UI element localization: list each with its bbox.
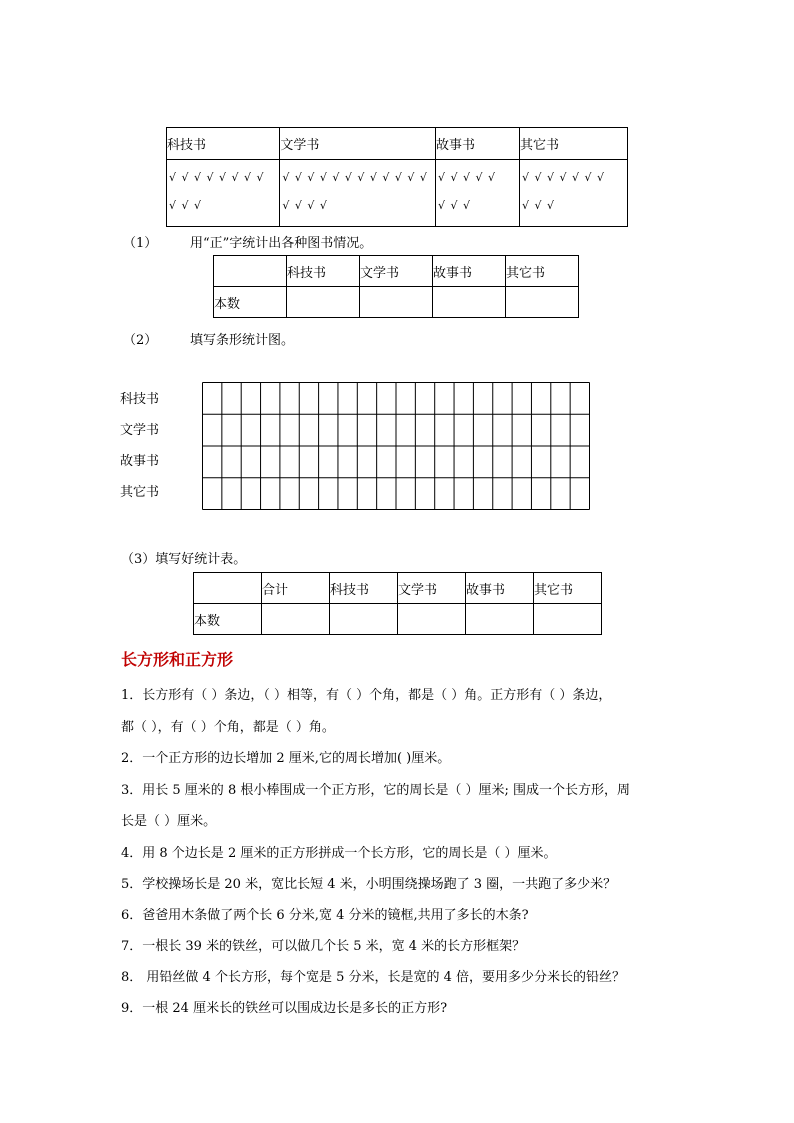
table3-input-cell[interactable] [534,604,602,635]
bar-chart-grid[interactable] [202,382,590,510]
table2-corner [214,256,287,287]
statistics-table [193,572,602,635]
bar-label-gushi: 故事书 [120,454,160,469]
exercise-line: 1．长方形有（ ）条边，（ ）相等，有（ ）个角，都是（ ）角。正方形有（ ）条边， [121,688,612,703]
tally-ticks-line1: √ √ √ √ √ √ √ √ √ √ √ √ [282,171,428,184]
section-title: 长方形和正方形 [121,650,234,669]
tally-header-wenxue: 文学书 [280,128,436,160]
table3-header-gushi: 故事书 [466,573,534,604]
table3-header-qita: 其它书 [534,573,602,604]
exercise-line: 2．一个正方形的边长增加 2 厘米,它的周长增加( )厘米。 [121,751,451,766]
tally-ticks-line2: √ √ √ √ [282,199,328,212]
question-1-text: 用“正”字统计出各种图书情况。 [190,236,373,251]
tally-ticks-line1: √ √ √ √ √ √ √ √ [169,171,265,184]
bar-chart-labels [120,384,159,508]
tally-cell-keji [167,160,280,227]
tally-cell-qita [519,160,627,227]
table3-input-cell[interactable] [398,604,466,635]
tally-header-gushi: 故事书 [436,128,520,160]
question-3-text: （3）填写好统计表。 [121,552,247,567]
table2-header-keji: 科技书 [287,256,360,287]
table2-row-label: 本数 [214,287,287,318]
table3-row-label: 本数 [194,604,262,635]
exercise-line: 6．爸爸用木条做了两个长 6 分米,宽 4 分米的镜框,共用了多长的木条? [121,908,529,923]
table2-header-wenxue: 文学书 [360,256,433,287]
table2-input-cell[interactable] [287,287,360,318]
exercise-line: 3．用长 5 厘米的 8 根小棒围成一个正方形，它的周长是（ ）厘米; 围成一个长方形，周 [121,783,630,798]
table3-header-wenxue: 文学书 [398,573,466,604]
tally-ticks-line2: √ √ √ [521,199,555,212]
bar-label-keji: 科技书 [120,392,160,407]
exercise-line: 9．一根 24 厘米长的铁丝可以围成边长是多长的正方形? [121,1001,448,1016]
bar-label-qita: 其它书 [120,485,160,500]
question-1-number: （1） [123,236,158,251]
bar-label-wenxue: 文学书 [120,423,160,438]
exercise-line: 长是（ ）厘米。 [121,814,217,829]
question-2-text: 填写条形统计图。 [190,333,295,348]
tally-ticks-line1: √ √ √ √ √ √ √ [521,171,606,184]
tally-ticks-line1: √ √ √ √ √ [438,171,497,184]
table3-input-cell[interactable] [466,604,534,635]
table2-input-cell[interactable] [506,287,579,318]
table3-header-total: 合计 [262,573,330,604]
tally-cell-wenxue [280,160,436,227]
tally-header-keji: 科技书 [167,128,280,160]
tally-header-qita: 其它书 [519,128,627,160]
question-2-number: （2） [123,333,158,348]
exercise-line: 5．学校操场长是 20 米，宽比长短 4 米，小明围绕操场跑了 3 圈，一共跑了多少米？ [121,877,617,892]
table3-header-keji: 科技书 [330,573,398,604]
exercise-line: 都（ ），有（ ）个角，都是（ ）角。 [121,720,335,735]
tally-table [166,127,628,227]
tally-ticks-line2: √ √ √ [169,199,203,212]
table2-input-cell[interactable] [433,287,506,318]
table2-input-cell[interactable] [360,287,433,318]
tally-ticks-line2: √ √ √ [438,199,472,212]
table3-corner [194,573,262,604]
tally-cell-gushi [436,160,520,227]
exercise-line: 7．一根长 39 米的铁丝，可以做几个长 5 米，宽 4 米的长方形框架？ [121,939,526,954]
exercise-line: 8． 用铅丝做 4 个长方形，每个宽是 5 分米，长是宽的 4 倍，要用多少分米长的铅丝？ [121,970,626,985]
table2-header-gushi: 故事书 [433,256,506,287]
table2-header-qita: 其它书 [506,256,579,287]
exercise-line: 4．用 8 个边长是 2 厘米的正方形拼成一个长方形，它的周长是（ ）厘米。 [121,846,557,861]
table3-input-cell[interactable] [330,604,398,635]
zheng-count-table [213,255,579,318]
table3-input-cell[interactable] [262,604,330,635]
